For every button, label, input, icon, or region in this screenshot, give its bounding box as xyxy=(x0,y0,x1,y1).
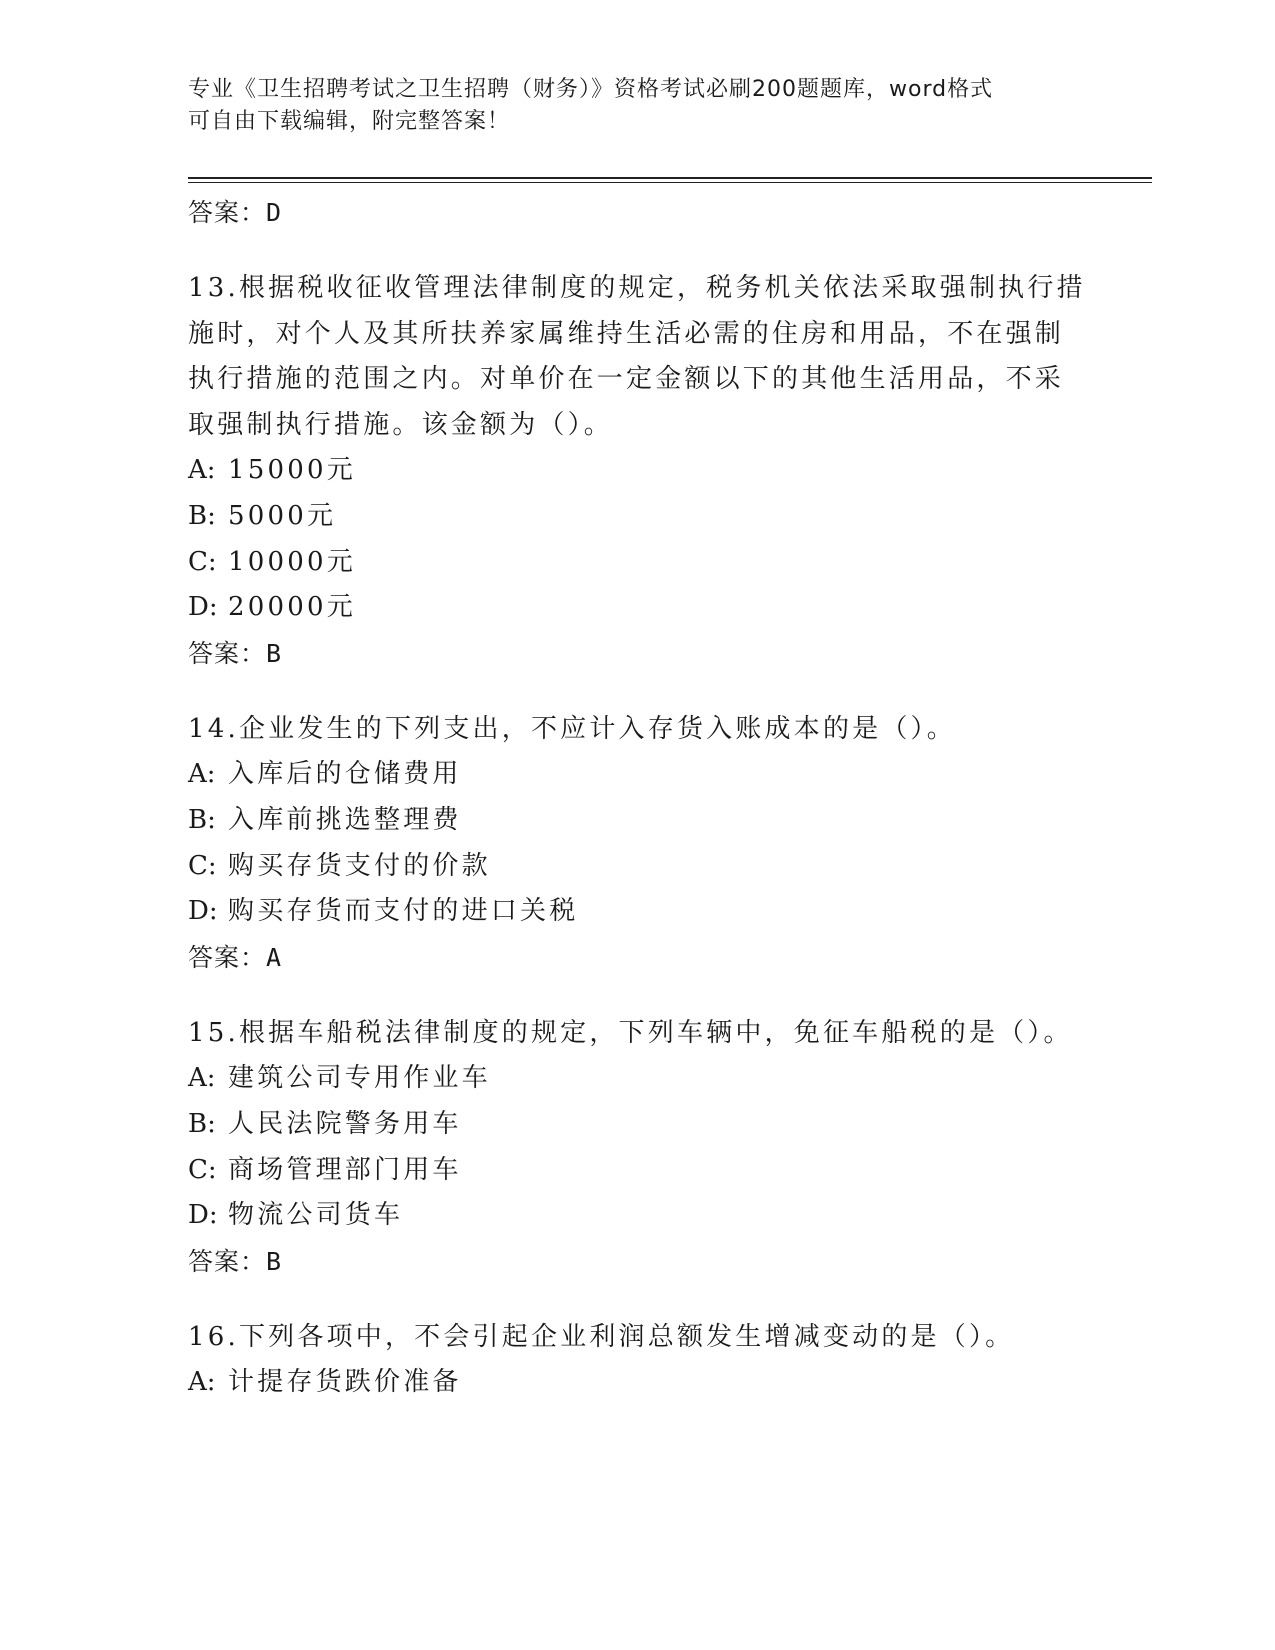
question-item xyxy=(188,1315,1088,1406)
option-c xyxy=(188,540,1088,586)
answer-label: 答案： xyxy=(188,638,267,668)
option-text: 10000元 xyxy=(228,546,356,577)
option-letter: C: xyxy=(188,1154,217,1185)
option-letter: B: xyxy=(188,1108,216,1139)
option-text: 商场管理部门用车 xyxy=(228,1154,462,1185)
answer-label: 答案： xyxy=(188,198,267,227)
option-b xyxy=(188,798,1088,844)
answer-line xyxy=(188,935,1088,981)
header-divider xyxy=(188,177,1152,179)
question-stem xyxy=(188,1315,1088,1361)
answer-line xyxy=(188,631,1088,677)
question-stem-line: 15.根据车船税法律制度的规定，下列车辆中，免征车船税的是（）。 xyxy=(188,1017,1073,1048)
question-stem xyxy=(188,266,1088,448)
answer-value: D xyxy=(266,198,283,227)
option-letter: A: xyxy=(188,1063,216,1094)
option-d xyxy=(188,585,1088,631)
answer-value: B xyxy=(266,1246,283,1276)
question-stem-line: 16.下列各项中，不会引起企业利润总额发生增减变动的是（）。 xyxy=(188,1321,1015,1352)
option-text: 20000元 xyxy=(228,592,356,623)
option-text: 物流公司货车 xyxy=(228,1200,404,1231)
option-text: 购买存货支付的价款 xyxy=(228,850,491,881)
option-d xyxy=(188,889,1088,935)
option-letter: A: xyxy=(188,759,216,790)
question-stem-line: 取强制执行措施。该金额为（）。 xyxy=(188,409,614,440)
option-a xyxy=(188,1360,1088,1406)
question-list xyxy=(188,190,1088,1406)
option-text: 计提存货跌价准备 xyxy=(228,1367,462,1398)
answer-label: 答案： xyxy=(188,1246,267,1276)
option-a xyxy=(188,1056,1088,1102)
option-text: 入库前挑选整理费 xyxy=(228,804,462,835)
header-line: 可自由下载编辑，附完整答案！ xyxy=(188,109,511,134)
option-c xyxy=(188,844,1088,890)
question-item xyxy=(188,1011,1088,1285)
option-text: 人民法院警务用车 xyxy=(228,1108,462,1139)
option-c xyxy=(188,1148,1088,1194)
option-text: 建筑公司专用作业车 xyxy=(228,1063,491,1094)
option-letter: A: xyxy=(188,1367,216,1398)
option-text: 入库后的仓储费用 xyxy=(228,759,462,790)
question-stem xyxy=(188,707,1088,753)
option-letter: B: xyxy=(188,500,216,531)
page-header xyxy=(188,74,1088,138)
option-a xyxy=(188,448,1088,494)
option-letter: A: xyxy=(188,455,216,486)
answer-value: B xyxy=(266,638,283,668)
option-letter: D: xyxy=(188,1200,218,1231)
question-item xyxy=(188,266,1088,677)
answer-value: A xyxy=(266,942,283,972)
option-d xyxy=(188,1193,1088,1239)
question-item xyxy=(188,707,1088,981)
option-b xyxy=(188,494,1088,540)
option-text: 购买存货而支付的进口关税 xyxy=(228,896,579,927)
option-letter: C: xyxy=(188,546,217,577)
option-letter: B: xyxy=(188,804,216,835)
header-divider-thin xyxy=(188,182,1152,183)
option-text: 5000元 xyxy=(228,500,337,531)
header-line: 专业《卫生招聘考试之卫生招聘（财务）》资格考试必刷200题题库，word格式 xyxy=(188,77,994,102)
question-stem xyxy=(188,1011,1088,1057)
question-stem-line: 施时，对个人及其所扶养家属维持生活必需的住房和用品，不在强制 xyxy=(188,318,1065,349)
answer-label: 答案： xyxy=(188,942,267,972)
option-letter: C: xyxy=(188,850,217,881)
option-letter: D: xyxy=(188,592,218,623)
answer-line xyxy=(188,1239,1088,1285)
option-a xyxy=(188,752,1088,798)
question-stem-line: 14.企业发生的下列支出，不应计入存货入账成本的是（）。 xyxy=(188,713,956,744)
option-text: 15000元 xyxy=(228,455,356,486)
question-stem-line: 13.根据税收征收管理法律制度的规定，税务机关依法采取强制执行措 xyxy=(188,273,1086,303)
question-stem-line: 执行措施的范围之内。对单价在一定金额以下的其他生活用品，不采 xyxy=(188,364,1065,395)
option-letter: D: xyxy=(188,896,218,927)
answer-line xyxy=(188,190,1088,236)
option-b xyxy=(188,1102,1088,1148)
